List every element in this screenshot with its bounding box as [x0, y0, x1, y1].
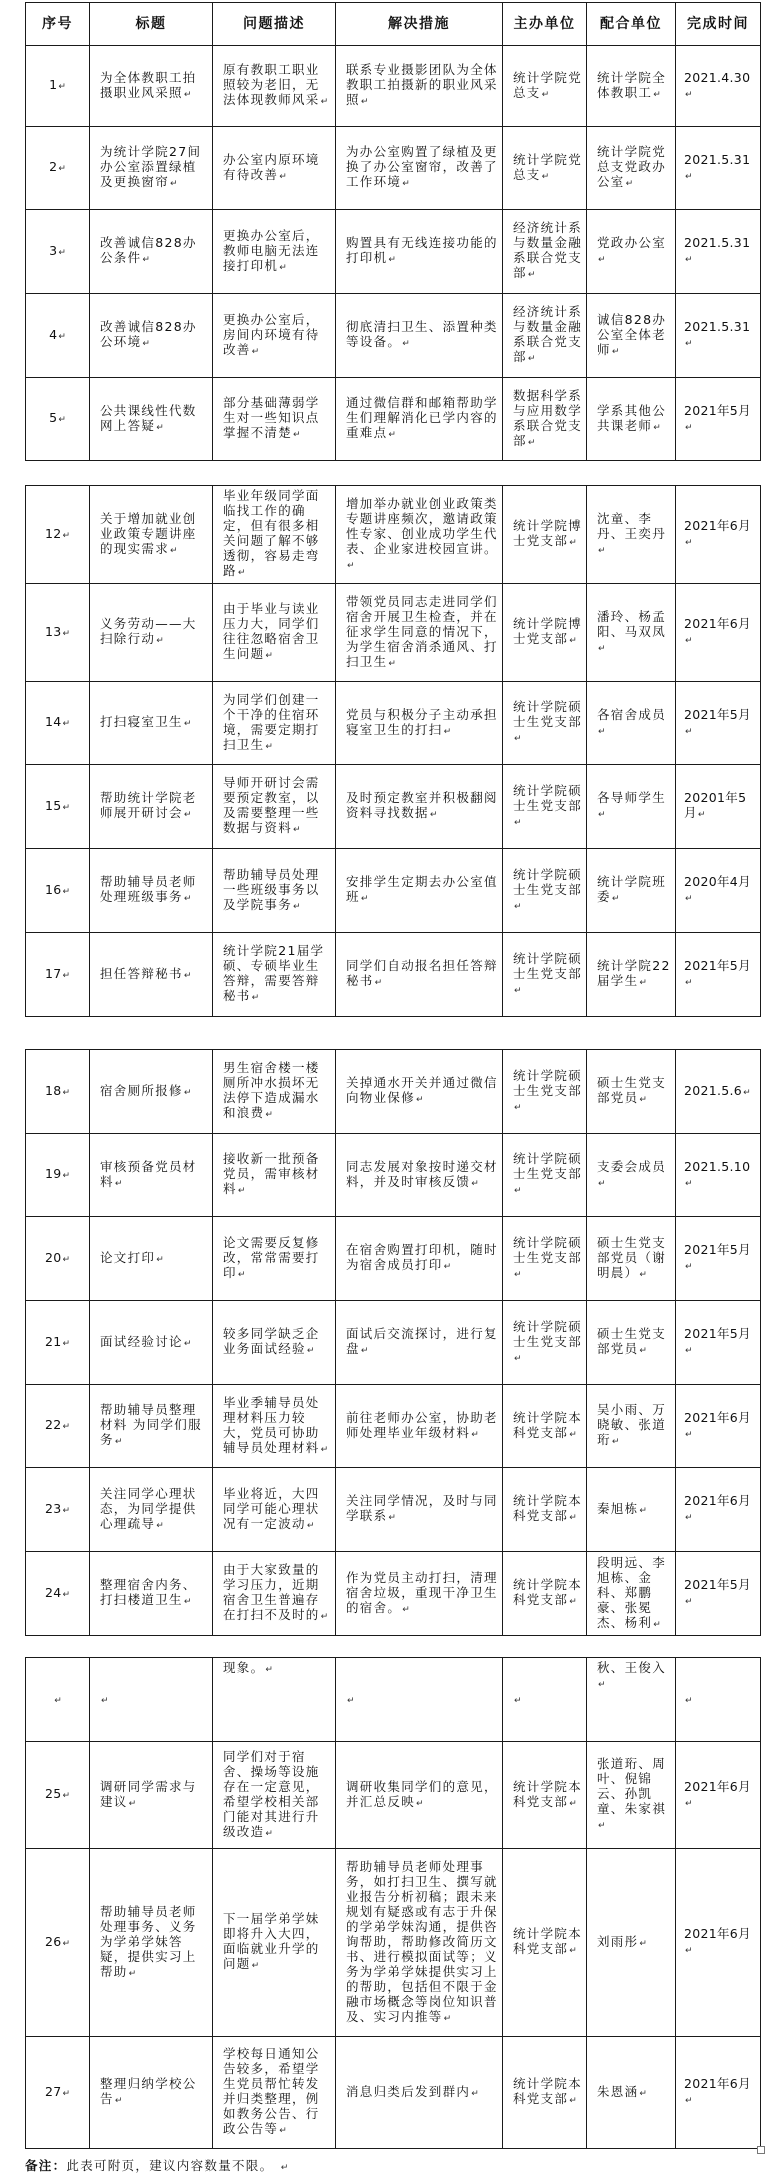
header-problem: 问题描述	[213, 3, 336, 46]
host-unit-cell: 统计学院硕士生党支部 ↵	[503, 933, 587, 1017]
table-row	[26, 1468, 761, 1552]
title-cell: 整理归纳学校公告 ↵	[90, 2037, 213, 2149]
title-cell: 改善诚信828办公条件 ↵	[90, 210, 213, 294]
serial-number-cell: 27 ↵	[26, 2037, 90, 2149]
measure-cell: 购置具有无线连接功能的打印机 ↵	[336, 210, 503, 294]
title-cell: 论文打印 ↵	[90, 1217, 213, 1301]
partner-unit-cell: 各导师学生 ↵	[587, 765, 676, 849]
partner-unit-cell: 硕士生党支部党员（谢明晨） ↵	[587, 1217, 676, 1301]
problem-cell: 统计学院21届学硕、专硕毕业生答辩，需要答辩秘书 ↵	[213, 933, 336, 1017]
header-host: 主办单位	[503, 3, 587, 46]
measure-cell: 安排学生定期去办公室值班 ↵	[336, 849, 503, 933]
serial-number-cell: 18 ↵	[26, 1050, 90, 1134]
serial-number-cell: 2 ↵	[26, 127, 90, 210]
problem-cell: 毕业将近，大四同学可能心理状况有一定波动 ↵	[213, 1468, 336, 1552]
table-row	[26, 584, 761, 682]
title-cell: 为统计学院27间办公室添置绿植及更换窗帘 ↵	[90, 127, 213, 210]
host-unit-cell: 统计学院本科党支部 ↵	[503, 1468, 587, 1552]
completion-date-cell	[676, 1658, 761, 1742]
title-cell	[90, 1658, 213, 1742]
host-unit-cell: 统计学院硕士生党支部 ↵	[503, 1217, 587, 1301]
measure-cell: 关掉通水开关并通过微信向物业保修 ↵	[336, 1050, 503, 1134]
completion-date-cell: 2021.4.30 ↵	[676, 46, 761, 127]
host-unit-cell: 统计学院硕士生党支部 ↵	[503, 1301, 587, 1385]
completion-date-cell: 2021年6月 ↵	[676, 1468, 761, 1552]
table-row	[26, 1552, 761, 1636]
table-end-marker	[757, 2146, 765, 2154]
table-row	[26, 210, 761, 294]
completion-date-cell: 2021年6月 ↵	[676, 486, 761, 584]
table-row	[26, 1050, 761, 1134]
problem-cell: 为同学们创建一个干净的住宿环境，需要定期打扫卫生 ↵	[213, 682, 336, 765]
problem-cell: 下一届学弟学妹即将升入大四，面临就业升学的问题 ↵	[213, 1849, 336, 2037]
completion-date-cell: 2021年6月 ↵	[676, 2037, 761, 2149]
measure-cell: 消息归类后发到群内 ↵	[336, 2037, 503, 2149]
table-row	[26, 46, 761, 127]
problem-cell: 导师开研讨会需要预定教室，以及需要整理一些数据与资料 ↵	[213, 765, 336, 849]
task-table-2	[25, 485, 761, 1017]
table-row	[26, 1134, 761, 1217]
measure-cell: 在宿舍购置打印机，随时为宿舍成员打印 ↵	[336, 1217, 503, 1301]
table-row	[26, 1849, 761, 2037]
title-cell: 调研同学需求与建议 ↵	[90, 1742, 213, 1849]
host-unit-cell: 统计学院本科党支部 ↵	[503, 1552, 587, 1636]
serial-number-cell: 23 ↵	[26, 1468, 90, 1552]
serial-number-cell: 25 ↵	[26, 1742, 90, 1849]
partner-unit-cell: 朱恩涵 ↵	[587, 2037, 676, 2149]
measure-cell: 带领党员同志走进同学们宿舍开展卫生检查，并在征求学生同意的情况下，为学生宿舍消杀通风、打扫卫生 ↵	[336, 584, 503, 682]
measure-cell: 同学们自动报名担任答辩秘书 ↵	[336, 933, 503, 1017]
serial-number-cell: 5 ↵	[26, 378, 90, 461]
host-unit-cell: 统计学院博士党支部 ↵	[503, 486, 587, 584]
title-cell: 为全体教职工拍摄职业风采照 ↵	[90, 46, 213, 127]
completion-date-cell: 20201年5月 ↵	[676, 765, 761, 849]
measure-cell: 调研收集同学们的意见，并汇总反映 ↵	[336, 1742, 503, 1849]
table-row	[26, 849, 761, 933]
table-row	[26, 933, 761, 1017]
partner-unit-cell: 秋、王俊入 ↵	[587, 1658, 676, 1742]
completion-date-cell: 2021年5月 ↵	[676, 378, 761, 461]
completion-date-cell: 2020年4月 ↵	[676, 849, 761, 933]
partner-unit-cell: 统计学院班委 ↵	[587, 849, 676, 933]
measure-cell: 前往老师办公室，协助老师处理毕业年级材料 ↵	[336, 1385, 503, 1468]
partner-unit-cell: 硕士生党支部党员 ↵	[587, 1301, 676, 1385]
host-unit-cell: 统计学院本科党支部 ↵	[503, 1385, 587, 1468]
completion-date-cell: 2021年6月 ↵	[676, 584, 761, 682]
host-unit-cell: 统计学院本科党支部 ↵	[503, 2037, 587, 2149]
measure-cell: 帮助辅导员老师处理事务，如打扫卫生、撰写就业报告分析初稿；跟未来规划有疑惑或有志于升保的学弟学妹沟通，提供咨询帮助，帮助修改简历文书、进行模拟面试等；义务为学弟学妹提供实习上的帮助，包括但不限于金融市场概念等岗位知识普及、实习内推等 ↵	[336, 1849, 503, 2037]
host-unit-cell: 统计学院硕士生党支部 ↵	[503, 1050, 587, 1134]
title-cell: 义务劳动——大扫除行动 ↵	[90, 584, 213, 682]
problem-cell: 更换办公室后，房间内环境有待改善 ↵	[213, 294, 336, 378]
serial-number-cell: 17 ↵	[26, 933, 90, 1017]
problem-cell: 由于毕业与读业压力大，同学们往往忽略宿舍卫生问题 ↵	[213, 584, 336, 682]
task-table-4	[25, 1657, 761, 2149]
problem-cell: 部分基础薄弱学生对一些知识点掌握不清楚 ↵	[213, 378, 336, 461]
host-unit-cell: 统计学院党总支 ↵	[503, 127, 587, 210]
title-cell: 审核预备党员材料 ↵	[90, 1134, 213, 1217]
partner-unit-cell: 潘玲、杨孟阳、马双凤 ↵	[587, 584, 676, 682]
host-unit-cell: 统计学院硕士生党支部 ↵	[503, 1134, 587, 1217]
serial-number-cell	[26, 1658, 90, 1742]
table-row	[26, 1301, 761, 1385]
title-cell: 改善诚信828办公环境 ↵	[90, 294, 213, 378]
header-serial: 序号	[26, 3, 90, 46]
partner-unit-cell: 刘雨彤 ↵	[587, 1849, 676, 2037]
title-cell: 公共课线性代数网上答疑 ↵	[90, 378, 213, 461]
serial-number-cell: 22 ↵	[26, 1385, 90, 1468]
table-row	[26, 127, 761, 210]
serial-number-cell: 3 ↵	[26, 210, 90, 294]
table-row	[26, 1385, 761, 1468]
completion-date-cell: 2021.5.10 ↵	[676, 1134, 761, 1217]
completion-date-cell: 2021年5月 ↵	[676, 1301, 761, 1385]
serial-number-cell: 12 ↵	[26, 486, 90, 584]
host-unit-cell: 统计学院博士党支部 ↵	[503, 584, 587, 682]
serial-number-cell: 14 ↵	[26, 682, 90, 765]
serial-number-cell: 20 ↵	[26, 1217, 90, 1301]
measure-cell: 彻底清扫卫生、添置种类等设备。 ↵	[336, 294, 503, 378]
title-cell: 帮助辅导员老师处理事务、义务为学弟学妹答疑，提供实习上帮助 ↵	[90, 1849, 213, 2037]
host-unit-cell: 统计学院硕士生党支部 ↵	[503, 682, 587, 765]
problem-cell: 毕业年级同学面临找工作的确定，但有很多相关问题了解不够透彻，容易走弯路 ↵	[213, 486, 336, 584]
title-cell: 担任答辩秘书 ↵	[90, 933, 213, 1017]
measure-cell: 联系专业摄影团队为全体教职工拍摄新的职业风采照 ↵	[336, 46, 503, 127]
measure-cell: 通过微信群和邮箱帮助学生们理解消化已学内容的重难点 ↵	[336, 378, 503, 461]
problem-cell: 由于大家致量的学习压力，近期宿舍卫生普遍存在打扫不及时的 ↵	[213, 1552, 336, 1636]
completion-date-cell: 2021年6月 ↵	[676, 1385, 761, 1468]
task-table-1	[25, 2, 761, 461]
table-row	[26, 378, 761, 461]
measure-cell	[336, 1658, 503, 1742]
partner-unit-cell: 硕士生党支部党员 ↵	[587, 1050, 676, 1134]
measure-cell: 作为党员主动打扫，清理宿舍垃圾，重现干净卫生的宿舍。 ↵	[336, 1552, 503, 1636]
host-unit-cell: 统计学院本科党支部 ↵	[503, 1849, 587, 2037]
measure-cell: 为办公室购置了绿植及更换了办公室窗帘，改善了工作环境 ↵	[336, 127, 503, 210]
partner-unit-cell: 张道珩、周叶、倪锦云、孙凯童、朱家祺 ↵	[587, 1742, 676, 1849]
partner-unit-cell: 支委会成员 ↵	[587, 1134, 676, 1217]
partner-unit-cell: 统计学院全体教职工 ↵	[587, 46, 676, 127]
host-unit-cell: 经济统计系与数量金融系联合党支部 ↵	[503, 294, 587, 378]
problem-cell: 较多同学缺乏企业务面试经验 ↵	[213, 1301, 336, 1385]
host-unit-cell: 数据科学系与应用数学系联合党支部 ↵	[503, 378, 587, 461]
table-row-continuation	[26, 1658, 761, 1742]
table-row	[26, 486, 761, 584]
title-cell: 整理宿舍内务、打扫楼道卫生 ↵	[90, 1552, 213, 1636]
table-row	[26, 765, 761, 849]
header-measure: 解决措施	[336, 3, 503, 46]
table-row	[26, 682, 761, 765]
serial-number-cell: 21 ↵	[26, 1301, 90, 1385]
table-row	[26, 294, 761, 378]
title-cell: 关注同学心理状态，为同学提供心理疏导 ↵	[90, 1468, 213, 1552]
measure-cell: 面试后交流探讨，进行复盘 ↵	[336, 1301, 503, 1385]
host-unit-cell: 统计学院本科党支部 ↵	[503, 1742, 587, 1849]
serial-number-cell: 4 ↵	[26, 294, 90, 378]
problem-cell: 同学们对于宿舍、操场等设施存在一定意见，希望学校相关部门能对其进行升级改造 ↵	[213, 1742, 336, 1849]
completion-date-cell: 2021年5月 ↵	[676, 682, 761, 765]
footer-label: 备注：	[25, 2158, 67, 2173]
host-unit-cell: 统计学院党总支 ↵	[503, 46, 587, 127]
measure-cell: 及时预定教室并积极翻阅资料寻找数据 ↵	[336, 765, 503, 849]
table-row	[26, 2037, 761, 2149]
completion-date-cell: 2021年5月 ↵	[676, 933, 761, 1017]
partner-unit-cell: 秦旭栋 ↵	[587, 1468, 676, 1552]
problem-cell: 原有教职工职业照较为老旧，无法体现教师风采 ↵	[213, 46, 336, 127]
problem-cell: 现象。 ↵	[213, 1658, 336, 1742]
partner-unit-cell: 沈童、李丹、王奕丹 ↵	[587, 486, 676, 584]
completion-date-cell: 2021.5.31 ↵	[676, 127, 761, 210]
partner-unit-cell: 各宿舍成员 ↵	[587, 682, 676, 765]
footer-note	[25, 2158, 288, 2176]
partner-unit-cell: 段明远、李旭栋、金科、郑鹏豪、张冕杰、杨利 ↵	[587, 1552, 676, 1636]
serial-number-cell: 16 ↵	[26, 849, 90, 933]
measure-cell: 增加举办就业创业政策类专题讲座频次，邀请政策性专家、创业成功学生代表、企业家进校园宣讲。 ↵	[336, 486, 503, 584]
measure-cell: 关注同学情况，及时与同学联系 ↵	[336, 1468, 503, 1552]
title-cell: 帮助统计学院老师展开研讨会 ↵	[90, 765, 213, 849]
footer-text: 此表可附页，建议内容数量不限。	[66, 2158, 274, 2173]
title-cell: 帮助辅导员老师处理班级事务 ↵	[90, 849, 213, 933]
host-unit-cell: 统计学院硕士生党支部 ↵	[503, 849, 587, 933]
completion-date-cell: 2021.5.31 ↵	[676, 294, 761, 378]
title-cell: 关于增加就业创业政策专题讲座的现实需求 ↵	[90, 486, 213, 584]
completion-date-cell: 2021.5.6 ↵	[676, 1050, 761, 1134]
host-unit-cell	[503, 1658, 587, 1742]
task-table-3	[25, 1049, 761, 1636]
header-row	[26, 3, 761, 46]
partner-unit-cell: 吴小雨、万晓敏、张道珩 ↵	[587, 1385, 676, 1468]
title-cell: 宿舍厕所报修 ↵	[90, 1050, 213, 1134]
completion-date-cell: 2021.5.31 ↵	[676, 210, 761, 294]
problem-cell: 男生宿舍楼一楼厕所冲水损坏无法停下造成漏水和浪费 ↵	[213, 1050, 336, 1134]
completion-date-cell: 2021年5月 ↵	[676, 1217, 761, 1301]
problem-cell: 更换办公室后，教师电脑无法连接打印机 ↵	[213, 210, 336, 294]
serial-number-cell: 24 ↵	[26, 1552, 90, 1636]
completion-date-cell: 2021年5月 ↵	[676, 1552, 761, 1636]
table-row	[26, 1217, 761, 1301]
header-title: 标题	[90, 3, 213, 46]
title-cell: 面试经验讨论 ↵	[90, 1301, 213, 1385]
measure-cell: 同志发展对象按时递交材料，并及时审核反馈 ↵	[336, 1134, 503, 1217]
partner-unit-cell: 党政办公室 ↵	[587, 210, 676, 294]
host-unit-cell: 统计学院硕士生党支部 ↵	[503, 765, 587, 849]
serial-number-cell: 19 ↵	[26, 1134, 90, 1217]
problem-cell: 学校每日通知公告较多，希望学生党员帮忙转发并归类整理，例如教务公告、行政公告等 ↵	[213, 2037, 336, 2149]
serial-number-cell: 1 ↵	[26, 46, 90, 127]
completion-date-cell: 2021年6月 ↵	[676, 1849, 761, 2037]
problem-cell: 帮助辅导员处理一些班级事务以及学院事务 ↵	[213, 849, 336, 933]
title-cell: 帮助辅导员整理材料 为同学们服务 ↵	[90, 1385, 213, 1468]
serial-number-cell: 15 ↵	[26, 765, 90, 849]
table-row	[26, 1742, 761, 1849]
problem-cell: 毕业季辅导员处理材料压力较大，党员可协助辅导员处理材料 ↵	[213, 1385, 336, 1468]
completion-date-cell: 2021年6月 ↵	[676, 1742, 761, 1849]
partner-unit-cell: 统计学院22届学生 ↵	[587, 933, 676, 1017]
serial-number-cell: 13 ↵	[26, 584, 90, 682]
partner-unit-cell: 诚信828办公室全体老师 ↵	[587, 294, 676, 378]
header-partner: 配合单位	[587, 3, 676, 46]
partner-unit-cell: 学系其他公共课老师 ↵	[587, 378, 676, 461]
problem-cell: 接收新一批预备党员，需审核材料 ↵	[213, 1134, 336, 1217]
measure-cell: 党员与积极分子主动承担寝室卫生的打扫 ↵	[336, 682, 503, 765]
problem-cell: 办公室内原环境有待改善 ↵	[213, 127, 336, 210]
host-unit-cell: 经济统计系与数量金融系联合党支部 ↵	[503, 210, 587, 294]
problem-cell: 论文需要反复修改，常常需要打印 ↵	[213, 1217, 336, 1301]
header-date: 完成时间	[676, 3, 761, 46]
serial-number-cell: 26 ↵	[26, 1849, 90, 2037]
title-cell: 打扫寝室卫生 ↵	[90, 682, 213, 765]
partner-unit-cell: 统计学院党总支党政办公室 ↵	[587, 127, 676, 210]
